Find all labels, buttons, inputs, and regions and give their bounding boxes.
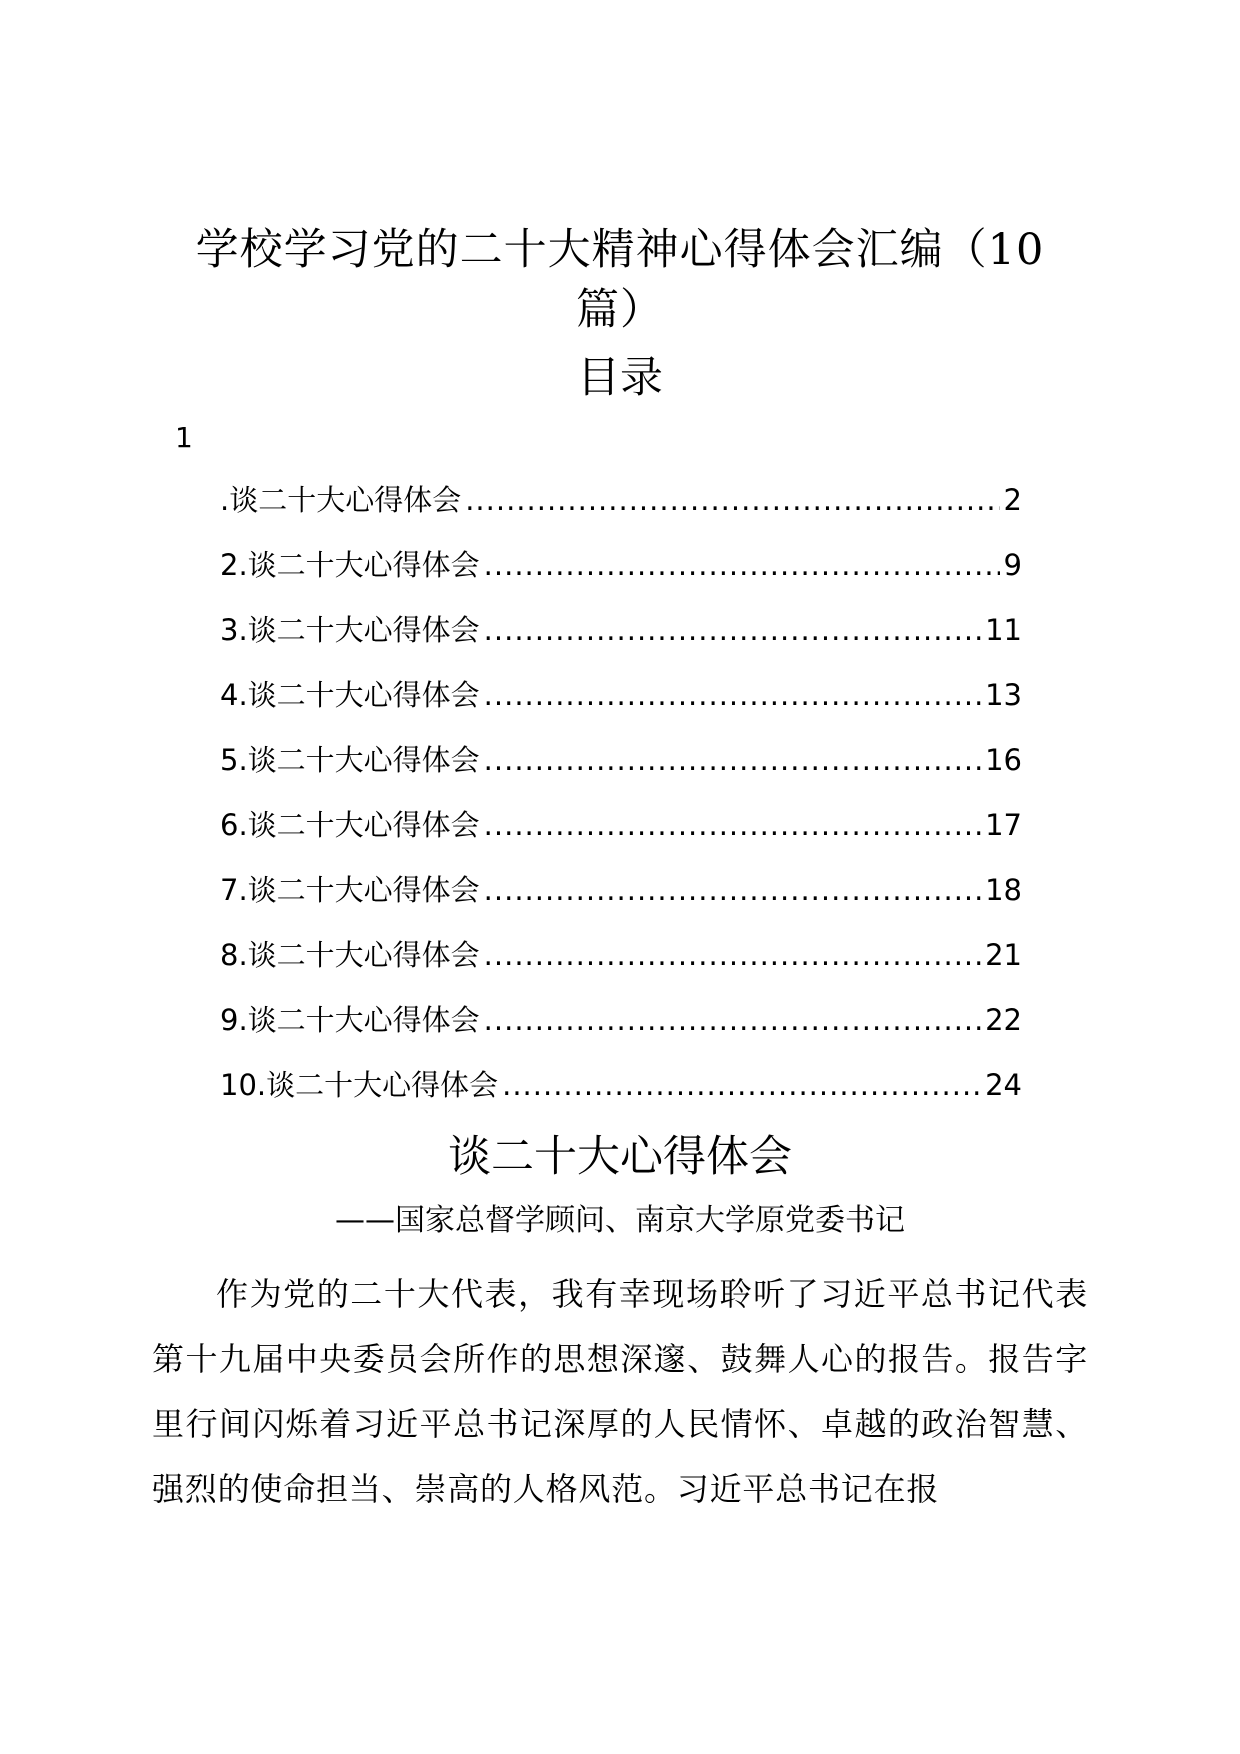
toc-entry-label: 4.谈二十大心得体会 (220, 678, 480, 712)
toc-leader (484, 548, 1000, 582)
toc-leader (484, 613, 981, 647)
toc-entry[interactable] (220, 543, 1022, 608)
toc-entry-page: 22 (985, 1003, 1022, 1037)
toc-entry-page: 9 (1003, 548, 1022, 582)
toc-entry-page: 2 (1003, 483, 1022, 517)
toc-entry[interactable] (220, 803, 1022, 868)
toc-entry-page: 18 (985, 873, 1022, 907)
toc-leader (502, 1068, 981, 1102)
toc-entry-page: 13 (985, 678, 1022, 712)
toc-leader (484, 938, 981, 972)
toc-lone-number: 1 (175, 421, 193, 454)
toc-leader (484, 1003, 981, 1037)
article-title: 谈二十大心得体会 (448, 1132, 792, 1182)
toc-entry-label: 5.谈二十大心得体会 (220, 743, 480, 777)
toc-entry[interactable] (220, 868, 1022, 933)
toc-entry[interactable] (220, 933, 1022, 998)
toc-entry[interactable] (220, 608, 1022, 673)
toc-entry[interactable] (220, 478, 1022, 543)
toc-entry[interactable] (220, 1063, 1022, 1128)
toc-entry-label: 2.谈二十大心得体会 (220, 548, 480, 582)
table-of-contents (220, 478, 1022, 1128)
document-title-line2: 篇） (576, 285, 664, 335)
title-text: 学校学习党的二十大精神心得体会汇编（ (195, 225, 988, 275)
toc-entry-label: 3.谈二十大心得体会 (220, 613, 480, 647)
toc-entry-page: 24 (985, 1068, 1022, 1102)
article-subtitle: ——国家总督学顾问、南京大学原党委书记 (335, 1203, 905, 1238)
toc-entry-label: 7.谈二十大心得体会 (220, 873, 480, 907)
title-number: 10 (987, 225, 1045, 275)
toc-entry[interactable] (220, 738, 1022, 803)
toc-leader (484, 808, 981, 842)
toc-entry-page: 21 (985, 938, 1022, 972)
article-body: 作为党的二十大代表，我有幸现场聆听了习近平总书记代表第十九届中央委员会所作的思想深邃、鼓舞人心的报告。报告字里行间闪烁着习近平总书记深厚的人民情怀、卓越的政治智慧、强烈的使命担当、崇高的人格风范。习近平总书记在报 (152, 1275, 1088, 1508)
toc-entry[interactable] (220, 998, 1022, 1063)
toc-entry[interactable] (220, 673, 1022, 738)
toc-entry-label: 9.谈二十大心得体会 (220, 1003, 480, 1037)
toc-leader (484, 743, 981, 777)
toc-entry-label: 6.谈二十大心得体会 (220, 808, 480, 842)
toc-heading: 目录 (577, 353, 663, 403)
toc-entry-page: 17 (985, 808, 1022, 842)
toc-entry-label: 8.谈二十大心得体会 (220, 938, 480, 972)
toc-entry-label: .谈二十大心得体会 (220, 483, 462, 517)
toc-entry-label: 10.谈二十大心得体会 (220, 1068, 499, 1102)
toc-leader (484, 873, 981, 907)
toc-leader (484, 678, 981, 712)
toc-entry-page: 16 (985, 743, 1022, 777)
toc-entry-page: 11 (985, 613, 1022, 647)
document-title-line1 (150, 218, 1090, 282)
toc-leader (465, 483, 999, 517)
